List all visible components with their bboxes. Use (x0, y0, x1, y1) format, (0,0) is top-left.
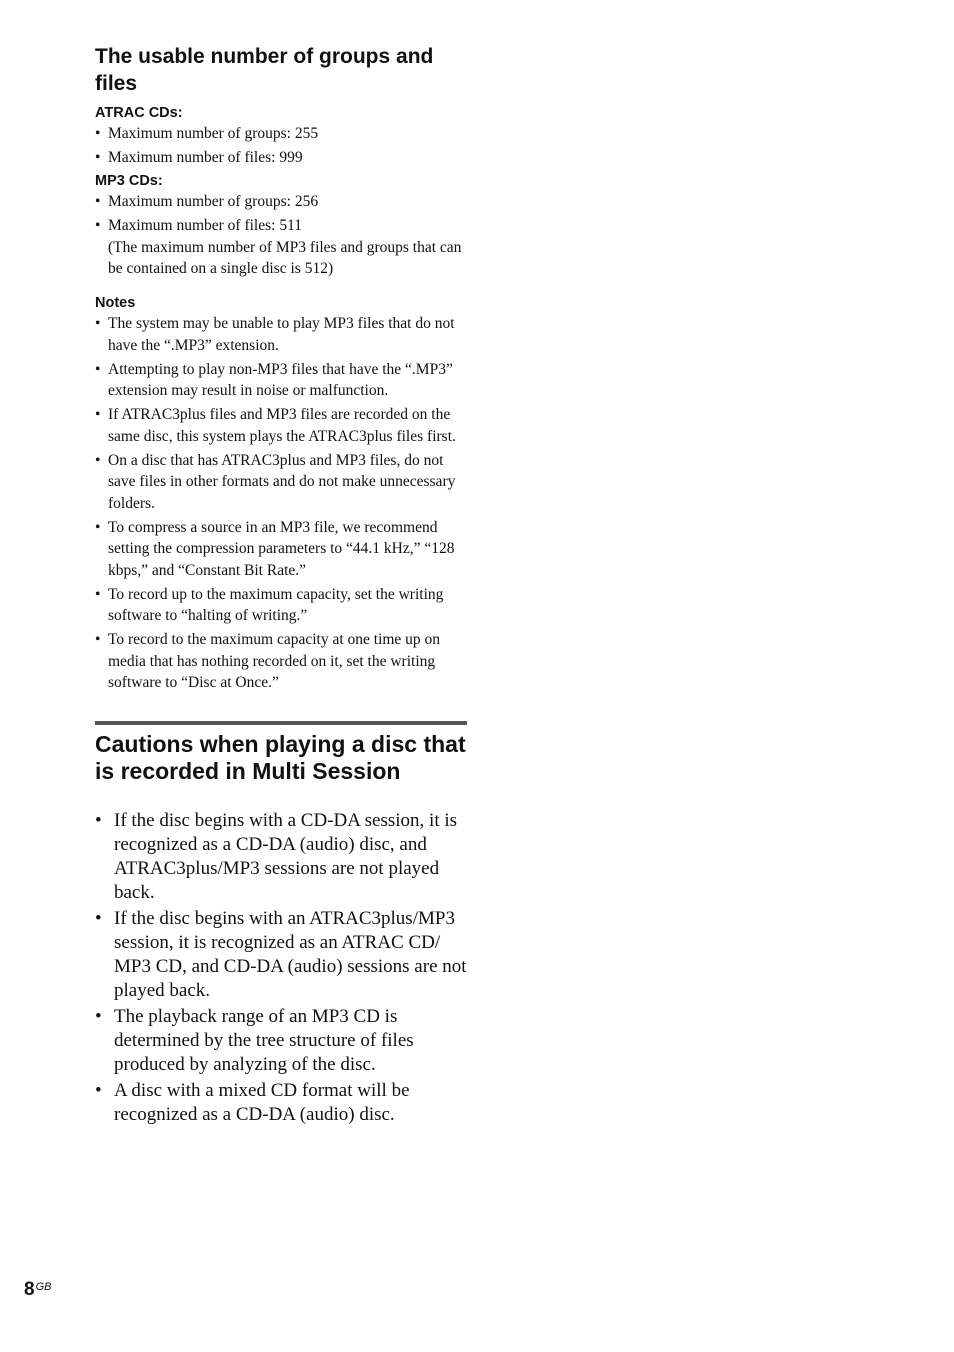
list-item: • Maximum number of groups: 256 (95, 191, 467, 213)
section-title-multi-session: Cautions when playing a disc that is recorded in Multi Session (95, 730, 466, 784)
page-column (95, 43, 467, 1129)
section-title-usable-groups: The usable number of groups and files (95, 45, 434, 95)
multi-session-list (95, 809, 467, 1127)
mp3-cds-list (95, 191, 467, 280)
note-item: • If ATRAC3plus files and MP3 files are recorded on the same disc, this system plays the ATRAC3plus files first. (95, 404, 467, 447)
section-divider (95, 721, 467, 725)
list-item: • The playback range of an MP3 CD is determined by the tree structure of files produced by analyzing of the disc. (95, 1005, 467, 1077)
list-item-text: Maximum number of files: 511 (108, 217, 303, 234)
list-item: • If the disc begins with a CD-DA session, it is recognized as a CD-DA (audio) disc, and ATRAC3plus/MP3 sessions are not played back. (95, 809, 467, 905)
page-number-suffix: GB (35, 1281, 52, 1293)
list-item: • Maximum number of groups: 255 (95, 123, 467, 145)
atrac-cds-list (95, 123, 467, 169)
atrac-cds-label: ATRAC CDs: (95, 105, 183, 121)
list-item-note: (The maximum number of MP3 files and groups that can be contained on a single disc is 512) (108, 238, 462, 277)
page-number-value: 8 (24, 1279, 35, 1300)
note-item: • On a disc that has ATRAC3plus and MP3 files, do not save files in other formats and do not make unnecessary folders. (95, 450, 467, 515)
notes-list (95, 313, 467, 694)
note-item: • To record to the maximum capacity at one time up on media that has nothing recorded on it, set the writing software to “Disc at Once.” (95, 629, 467, 694)
list-item (95, 215, 467, 280)
mp3-cds-label: MP3 CDs: (95, 173, 163, 189)
page-number (24, 1279, 51, 1301)
note-item: • The system may be unable to play MP3 files that do not have the “.MP3” extension. (95, 313, 467, 356)
list-item: • If the disc begins with an ATRAC3plus/MP3 session, it is recognized as an ATRAC CD/ MP3 CD, and CD-DA (audio) sessions are not played back. (95, 907, 467, 1003)
note-item: • Attempting to play non-MP3 files that have the “.MP3” extension may result in noise or malfunction. (95, 359, 467, 402)
notes-label: Notes (95, 295, 136, 311)
list-item: • Maximum number of files: 999 (95, 147, 467, 169)
spacer (95, 282, 467, 293)
note-item: • To compress a source in an MP3 file, we recommend setting the compression parameters to “44.1 kHz,” “128 kbps,” and “Constant Bit Rate.” (95, 517, 467, 582)
list-item: • A disc with a mixed CD format will be recognized as a CD-DA (audio) disc. (95, 1079, 467, 1127)
note-item: • To record up to the maximum capacity, set the writing software to “halting of writing.” (95, 584, 467, 627)
